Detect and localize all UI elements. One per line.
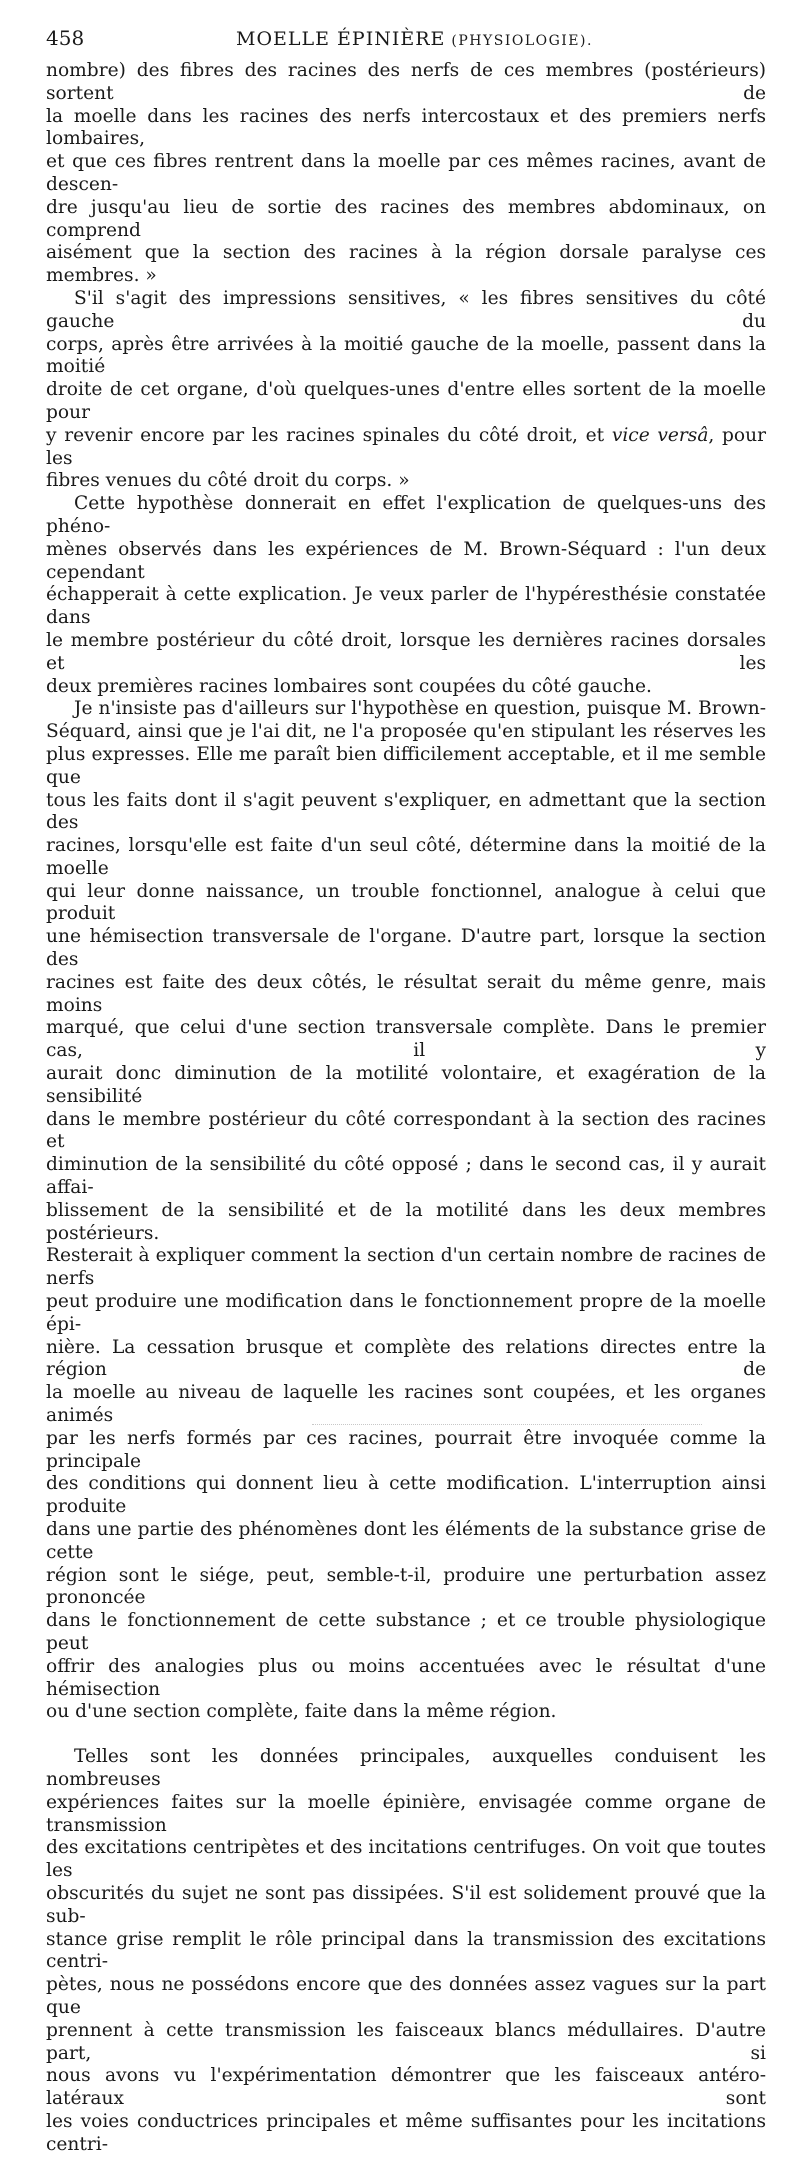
text-line: corps, après être arrivées à la moitié gauche de la moelle, passent dans la moitié [46, 333, 766, 378]
text-line: blissement de la sensibilité et de la motilité dans les deux membres postérieurs. [46, 1199, 766, 1244]
text-line: ou d'une section complète, faite dans la même région. [46, 1701, 557, 1723]
text-line: qui leur donne naissance, un trouble fonctionnel, analogue à celui que produit [46, 880, 766, 925]
text-line: Cette hypothèse donnerait en effet l'explication de quelques-uns des phéno- [46, 493, 766, 537]
text-line: par les nerfs formés par ces racines, pourrait être invoquée comme la principale [46, 1427, 766, 1472]
text-line: plus expresses. Elle me paraît bien difficilement acceptable, et il me semble que [46, 743, 766, 788]
text-line: Je n'insiste pas d'ailleurs sur l'hypothèse en question, puisque M. Brown- [74, 698, 766, 720]
text-line: la moelle dans les racines des nerfs intercostaux et des premiers nerfs lombaires, [46, 105, 766, 150]
running-head [46, 26, 766, 60]
text-line: fibres venues du côté droit du corps. » [46, 470, 410, 492]
paragraph-5 [46, 1746, 766, 2156]
text-line: marqué, que celui d'une section transversale complète. Dans le premier cas, il y [46, 1017, 766, 1062]
text-line: dans le fonctionnement de cette substance ; et ce trouble physiologique peut [46, 1610, 766, 1654]
text-line: tous les faits dont il s'agit peuvent s'expliquer, en admettant que la section des [46, 789, 766, 834]
text-line: nombre) des fibres des racines des nerfs de ces membres (postérieurs) sortent de [46, 60, 766, 104]
text-line: et que ces fibres rentrent dans la moelle par ces mêmes racines, avant de descen- [46, 151, 766, 195]
text-line: stance grise remplit le rôle principal dans la transmission des excitations centri- [46, 1928, 766, 1973]
text-segment: y revenir encore par les racines spinales du côté droit, et [46, 424, 605, 446]
text-line: des excitations centripètes et des incitations centrifuges. On voit que toutes les [46, 1837, 766, 1882]
text-line: le membre postérieur du côté droit, lorsque les dernières racines dorsales et les [46, 629, 766, 674]
text-line: Telles sont les données principales, auxquelles conduisent les nombreuses [46, 1746, 766, 1790]
text-line: deux premières racines lombaires sont coupées du côté gauche. [46, 675, 652, 697]
text-line: offrir des analogies plus ou moins accentuées avec le résultat d'une hémisection [46, 1655, 766, 1700]
text-line: Resterait à expliquer comment la section d'un certain nombre de racines de nerfs [46, 1245, 766, 1290]
page-number: 458 [46, 26, 85, 50]
paragraph-1 [46, 60, 766, 288]
text-line: droite de cet organe, d'où quelques-unes d'entre elles sortent de la moelle pour [46, 379, 766, 423]
text-line: nière. La cessation brusque et complète des relations directes entre la région de [46, 1336, 766, 1381]
text-line: nous avons vu l'expérimentation démontrer que les faisceaux antéro-latéraux sont [46, 2065, 766, 2110]
running-title: MOELLE ÉPINIÈRE [236, 28, 446, 50]
text-line: diminution de la sensibilité du côté opposé ; dans le second cas, il y aurait affai- [46, 1154, 766, 1199]
bottom-rule [312, 1424, 702, 1425]
text-line: les voies conductrices principales et même suffisantes pour les incitations centri- [46, 2110, 766, 2155]
text-segment: , pour les [46, 424, 766, 469]
text-line: peut produire une modification dans le fonctionnement propre de la moelle épi- [46, 1291, 766, 1335]
paragraph-3 [46, 493, 766, 698]
text-line: racines est faite des deux côtés, le résultat serait du même genre, mais moins [46, 971, 766, 1016]
text-line: la moelle au niveau de laquelle les racines sont coupées, et les organes animés [46, 1382, 766, 1427]
running-subtitle: (PHYSIOLOGIE). [451, 33, 593, 49]
text-line: racines, lorsqu'elle est faite d'un seul côté, détermine dans la moitié de la moelle [46, 835, 766, 879]
text-line: expériences faites sur la moelle épinière, envisagée comme organe de transmission [46, 1791, 766, 1836]
text-line: S'il s'agit des impressions sensitives, « les fibres sensitives du côté gauche du [46, 287, 766, 332]
text-line-mixed [46, 425, 766, 471]
text-line: pètes, nous ne possédons encore que des données assez vagues sur la part que [46, 1974, 766, 2018]
text-line: échapperait à cette explication. Je veux parler de l'hypéresthésie constatée dans [46, 584, 766, 629]
text-line: prennent à cette transmission les faisceaux blancs médullaires. D'autre part, si [46, 2019, 766, 2064]
text-line: une hémisection transversale de l'organe. D'autre part, lorsque la section des [46, 926, 766, 971]
body-text [46, 60, 766, 2157]
text-line: région sont le siége, peut, semble-t-il, produire une perturbation assez prononcée [46, 1564, 766, 1609]
text-line: Séquard, ainsi que je l'ai dit, ne l'a proposée qu'en stipulant les réserves les [46, 721, 766, 743]
text-line: aisément que la section des racines à la région dorsale paralyse ces membres. » [46, 242, 766, 287]
text-line: obscurités du sujet ne sont pas dissipées. S'il est solidement prouvé que la sub- [46, 1882, 766, 1927]
paragraph-4 [46, 698, 766, 1724]
text-line: dre jusqu'au lieu de sortie des racines des membres abdominaux, on comprend [46, 196, 766, 241]
paragraph-2 [46, 288, 766, 493]
italic-phrase: vice versâ [611, 424, 709, 446]
text-line: dans une partie des phénomènes dont les éléments de la substance grise de cette [46, 1519, 766, 1563]
text-line: dans le membre postérieur du côté correspondant à la section des racines et [46, 1108, 766, 1153]
section-gap [46, 1724, 766, 1746]
text-line: aurait donc diminution de la motilité volontaire, et exagération de la sensibilité [46, 1063, 766, 1107]
text-line: des conditions qui donnent lieu à cette modification. L'interruption ainsi produite [46, 1473, 766, 1518]
text-line: mènes observés dans les expériences de M. Brown-Séquard : l'un deux cependant [46, 538, 766, 583]
